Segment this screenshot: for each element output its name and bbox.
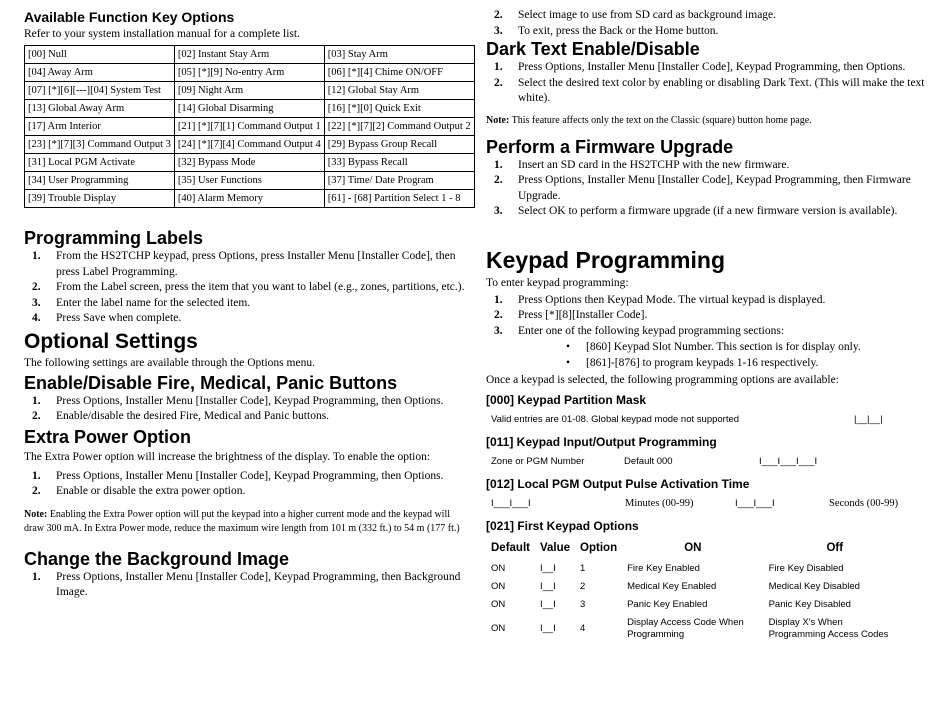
function-key-cell: [21] [*][7][1] Command Output 1 bbox=[174, 118, 324, 136]
fire-medical-panic-heading: Enable/Disable Fire, Medical, Panic Buttons bbox=[24, 372, 398, 393]
right-column bbox=[486, 0, 926, 644]
table-row bbox=[486, 578, 906, 596]
function-key-cell: [39] Trouble Display bbox=[25, 190, 175, 208]
table-cell: I__I bbox=[539, 599, 556, 610]
table-cell: ON bbox=[491, 581, 506, 592]
function-key-cell: [33] Bypass Recall bbox=[324, 154, 474, 172]
table-row bbox=[25, 118, 475, 136]
step-number: 2. bbox=[494, 9, 503, 21]
step-text: Press Options, Installer Menu [Installer Code], Keypad Programming, then Background Image. bbox=[56, 570, 461, 598]
keypad-programming-intro: To enter keypad programming: bbox=[486, 276, 629, 289]
step-number: 1. bbox=[32, 469, 41, 482]
table-cell: Panic Key Disabled bbox=[768, 599, 851, 610]
step-item bbox=[24, 394, 466, 410]
step-text: Select OK to perform a firmware upgrade (if a new firmware version is available). bbox=[518, 205, 898, 217]
optional-settings-heading: Optional Settings bbox=[24, 329, 198, 353]
step-item bbox=[486, 60, 926, 76]
step-text: Enter one of the following keypad programming sections: bbox=[518, 324, 785, 337]
table-row bbox=[25, 100, 475, 118]
function-key-cell: [00] Null bbox=[25, 46, 175, 64]
section-011-default: Default 000 bbox=[624, 456, 673, 467]
table-row bbox=[25, 64, 475, 82]
function-key-cell: [29] Bypass Group Recall bbox=[324, 136, 474, 154]
step-number: 4. bbox=[32, 312, 41, 324]
function-key-cell: [12] Global Stay Arm bbox=[324, 82, 474, 100]
step-text: Press Options, Installer Menu [Installer Code], Keypad Programming, then Options. bbox=[518, 61, 906, 73]
step-item bbox=[24, 249, 466, 280]
table-row bbox=[486, 614, 906, 644]
table-cell: 3 bbox=[580, 599, 586, 610]
function-key-cell: [40] Alarm Memory bbox=[174, 190, 324, 208]
step-text: Press Options, Installer Menu [Installer Code], Keypad Programming, then Options. bbox=[56, 394, 444, 407]
section-012-title: [012] Local PGM Output Pulse Activation Time bbox=[486, 477, 750, 491]
table-cell: I__I bbox=[539, 563, 556, 574]
section-012-minutes-label: Minutes (00-99) bbox=[625, 498, 694, 509]
step-item bbox=[24, 280, 466, 296]
background-image-steps bbox=[24, 570, 466, 601]
table-cell: Display X's When Programming Access Codes bbox=[768, 617, 889, 640]
table-row bbox=[25, 46, 475, 64]
step-text: Enable or disable the extra power option. bbox=[56, 485, 246, 497]
function-key-cell: [22] [*][7][2] Command Output 2 bbox=[324, 118, 474, 136]
step-number: 2. bbox=[494, 174, 503, 186]
step-item bbox=[486, 24, 926, 40]
dark-text-note bbox=[486, 114, 926, 128]
list-item: • [861]-[876] to program keypads 1-16 respectively. bbox=[486, 355, 926, 371]
firmware-upgrade-steps bbox=[486, 158, 926, 220]
table-cell: Fire Key Enabled bbox=[627, 563, 700, 574]
table-cell: I__I bbox=[539, 581, 556, 592]
step-number: 3. bbox=[494, 24, 503, 37]
function-key-cell: [14] Global Disarming bbox=[174, 100, 324, 118]
step-text: Enter the label name for the selected item. bbox=[56, 296, 251, 309]
column-header: Off bbox=[826, 542, 844, 554]
step-item bbox=[24, 409, 466, 425]
table-row bbox=[25, 190, 475, 208]
step-item bbox=[486, 8, 926, 24]
step-number: 2. bbox=[32, 410, 41, 422]
function-key-cell: [24] [*][7][4] Command Output 4 bbox=[174, 136, 324, 154]
section-012-seconds-label: Seconds (00-99) bbox=[829, 498, 899, 509]
step-item bbox=[24, 311, 466, 327]
step-number: 2. bbox=[32, 485, 41, 497]
fire-medical-panic-steps bbox=[24, 394, 466, 425]
section-011-row bbox=[486, 456, 926, 474]
background-image-heading: Change the Background Image bbox=[24, 548, 290, 569]
step-text: To exit, press the Back or the Home button. bbox=[518, 24, 719, 37]
section-021-title: [021] First Keypad Options bbox=[486, 519, 639, 533]
step-item bbox=[24, 296, 466, 312]
section-011-entry-box: I___I___I___I bbox=[759, 456, 818, 467]
function-key-cell: [04] Away Arm bbox=[25, 64, 175, 82]
keypad-programming-steps bbox=[486, 293, 926, 340]
function-key-cell: [09] Night Arm bbox=[174, 82, 324, 100]
table-row bbox=[25, 172, 475, 190]
programming-labels-heading: Programming Labels bbox=[24, 228, 204, 248]
function-key-cell: [37] Time/ Date Program bbox=[324, 172, 474, 190]
step-text: Press Options, Installer Menu [Installer Code], Keypad Programming, then Firmware Upgrade. bbox=[518, 174, 911, 202]
section-012-row bbox=[486, 498, 926, 516]
table-cell: Medical Key Enabled bbox=[627, 581, 717, 592]
step-number: 2. bbox=[32, 281, 41, 293]
function-key-cell: [23] [*][7][3] Command Output 3 bbox=[25, 136, 175, 154]
function-key-intro: Refer to your system installation manual for a complete list. bbox=[24, 28, 300, 40]
step-item bbox=[24, 469, 466, 485]
note-text: Enabling the Extra Power option will put the keypad into a higher current mode and the keypad will draw 300 mA. In Extra Power mode, reduce the maximum wire length from 101 m (332 ft.) to 54 m (177 ft.) bbox=[24, 508, 460, 534]
table-row bbox=[25, 82, 475, 100]
function-key-table bbox=[24, 45, 475, 208]
background-image-steps-continued bbox=[486, 8, 926, 39]
table-cell: I__I bbox=[539, 623, 556, 634]
step-number: 1. bbox=[494, 61, 503, 73]
table-row bbox=[25, 136, 475, 154]
section-012-seconds-box: I___I___I bbox=[735, 498, 775, 509]
step-item bbox=[486, 308, 926, 324]
function-key-cell: [13] Global Away Arm bbox=[25, 100, 175, 118]
function-key-cell: [61] - [68] Partition Select 1 - 8 bbox=[324, 190, 474, 208]
step-text: Insert an SD card in the HS2TCHP with the new firmware. bbox=[518, 158, 790, 171]
function-key-cell: [31] Local PGM Activate bbox=[25, 154, 175, 172]
section-011-label: Zone or PGM Number bbox=[491, 456, 585, 467]
step-text: Enable/disable the desired Fire, Medical and Panic buttons. bbox=[56, 410, 330, 422]
function-key-cell: [02] Instant Stay Arm bbox=[174, 46, 324, 64]
table-cell: Fire Key Disabled bbox=[768, 563, 844, 574]
table-row bbox=[486, 560, 906, 578]
column-header: ON bbox=[684, 542, 702, 554]
keypad-sections-list bbox=[486, 339, 926, 371]
step-number: 2. bbox=[494, 76, 503, 89]
step-number: 1. bbox=[32, 570, 41, 583]
step-text: Press Options then Keypad Mode. The virtual keypad is displayed. bbox=[518, 293, 826, 306]
step-number: 1. bbox=[32, 250, 41, 262]
extra-power-note bbox=[24, 508, 466, 536]
programming-labels-steps bbox=[24, 249, 466, 327]
section-000-title: [000] Keypad Partition Mask bbox=[486, 393, 647, 407]
function-key-cell: [32] Bypass Mode bbox=[174, 154, 324, 172]
table-cell: 1 bbox=[580, 563, 586, 574]
section-011-title: [011] Keypad Input/Output Programming bbox=[486, 435, 717, 449]
column-header: Value bbox=[539, 542, 571, 554]
function-key-cell: [07] [*][6][---][04] System Test bbox=[25, 82, 175, 100]
function-key-cell: [03] Stay Arm bbox=[324, 46, 474, 64]
function-key-cell: [05] [*][9] No-entry Arm bbox=[174, 64, 324, 82]
function-key-cell: [17] Arm Interior bbox=[25, 118, 175, 136]
step-number: 1. bbox=[494, 158, 503, 171]
step-text: Select the desired text color by enabling or disabling Dark Text. (This will make the text white). bbox=[518, 76, 925, 104]
left-column bbox=[24, 0, 471, 601]
table-cell: Panic Key Enabled bbox=[627, 599, 708, 610]
table-cell: ON bbox=[491, 623, 506, 634]
function-key-cell: [16] [*][0] Quick Exit bbox=[324, 100, 474, 118]
step-number: 3. bbox=[494, 324, 503, 337]
step-item bbox=[486, 76, 926, 107]
step-item bbox=[486, 293, 926, 309]
function-key-cell: [35] User Functions bbox=[174, 172, 324, 190]
first-keypad-options-table bbox=[486, 540, 906, 644]
extra-power-intro: The Extra Power option will increase the brightness of the display. To enable the option: bbox=[24, 450, 431, 463]
section-000-text: Valid entries are 01-08. Global keypad mode not supported bbox=[491, 414, 740, 425]
function-key-cell: [34] User Programming bbox=[25, 172, 175, 190]
step-item bbox=[24, 484, 466, 500]
note-label: Note: bbox=[486, 114, 510, 126]
section-000-entry-box: |__|__| bbox=[854, 414, 883, 425]
table-cell: 2 bbox=[580, 581, 586, 592]
table-cell: ON bbox=[491, 563, 506, 574]
step-number: 1. bbox=[494, 293, 503, 306]
step-item bbox=[486, 173, 926, 204]
note-text: This feature affects only the text on the Classic (square) button home page. bbox=[511, 114, 812, 126]
step-text: From the HS2TCHP keypad, press Options, press Installer Menu [Installer Code], then press Label Programming. bbox=[56, 250, 456, 278]
step-text: Press Save when complete. bbox=[56, 312, 182, 324]
step-item bbox=[486, 324, 926, 340]
step-item bbox=[24, 570, 466, 601]
table-cell: 4 bbox=[580, 623, 586, 634]
note-label: Note: bbox=[24, 508, 48, 520]
step-number: 2. bbox=[494, 309, 503, 321]
table-cell: ON bbox=[491, 599, 506, 610]
firmware-upgrade-heading: Perform a Firmware Upgrade bbox=[486, 136, 734, 157]
step-text: Select image to use from SD card as background image. bbox=[518, 9, 777, 21]
step-text: From the Label screen, press the item that you want to label (e.g., zones, partitions, etc.). bbox=[56, 281, 465, 293]
keypad-options-intro: Once a keypad is selected, the following programming options are available: bbox=[486, 374, 839, 386]
column-header: Option bbox=[580, 542, 618, 554]
function-key-title: Available Function Key Options bbox=[24, 9, 235, 25]
step-text: Press Options, Installer Menu [Installer Code], Keypad Programming, then Options. bbox=[56, 469, 444, 482]
extra-power-steps bbox=[24, 469, 466, 500]
step-item bbox=[486, 204, 926, 220]
column-header: Default bbox=[491, 542, 530, 554]
section-000-row bbox=[486, 414, 926, 432]
table-row bbox=[25, 154, 475, 172]
list-item: • [860] Keypad Slot Number. This section is for display only. bbox=[486, 339, 926, 355]
section-012-minutes-box: I___I___I bbox=[491, 498, 531, 509]
step-number: 3. bbox=[32, 296, 41, 309]
step-item bbox=[486, 158, 926, 174]
optional-settings-intro: The following settings are available through the Options menu. bbox=[24, 356, 315, 369]
keypad-programming-heading: Keypad Programming bbox=[486, 246, 725, 273]
table-row bbox=[486, 596, 906, 614]
extra-power-heading: Extra Power Option bbox=[24, 426, 192, 447]
table-cell: Medical Key Disabled bbox=[768, 581, 860, 592]
table-cell: Display Access Code When Programming bbox=[627, 617, 744, 640]
step-number: 3. bbox=[494, 205, 503, 217]
dark-text-steps bbox=[486, 60, 926, 107]
dark-text-heading: Dark Text Enable/Disable bbox=[486, 39, 700, 59]
step-text: Press [*][8][Installer Code]. bbox=[518, 309, 648, 321]
step-number: 1. bbox=[32, 394, 41, 407]
function-key-cell: [06] [*][4] Chime ON/OFF bbox=[324, 64, 474, 82]
